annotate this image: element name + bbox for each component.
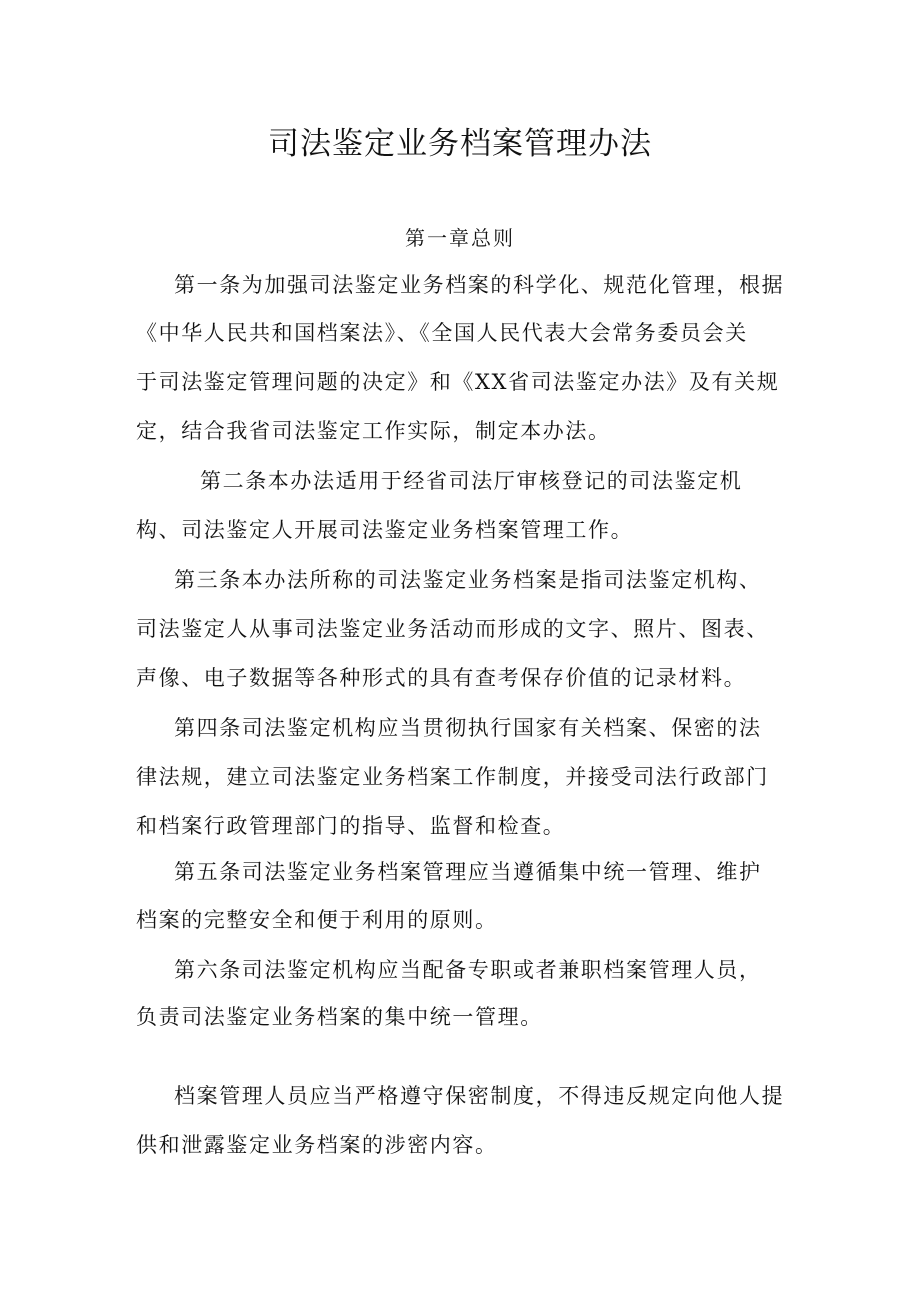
staff-line-2: 供和泄露鉴定业务档案的涉密内容。 bbox=[136, 1133, 498, 1157]
article-4-line-1: 第四条司法鉴定机构应当贯彻执行国家有关档案、保密的法 bbox=[174, 716, 762, 740]
staff-line-1: 档案管理人员应当严格遵守保密制度，不得违反规定向他人提 bbox=[174, 1084, 785, 1108]
article-4-line-3: 和档案行政管理部门的指导、监督和检查。 bbox=[136, 814, 566, 838]
article-1-line-2: 《中华人民共和国档案法》、《全国人民代表大会常务委员会关 bbox=[136, 321, 748, 345]
article-3-line-3: 声像、电子数据等各种形式的具有查考保存价值的记录材料。 bbox=[136, 666, 747, 690]
article-5-line-2: 档案的完整安全和便于利用的原则。 bbox=[136, 908, 498, 932]
article-4-line-2: 律法规，建立司法鉴定业务档案工作制度，并接受司法行政部门 bbox=[136, 765, 769, 789]
document-title: 司法鉴定业务档案管理办法 bbox=[268, 126, 652, 162]
article-1-line-1: 第一条为加强司法鉴定业务档案的科学化、规范化管理，根据 bbox=[174, 273, 785, 297]
article-3-line-1: 第三条本办法所称的司法鉴定业务档案是指司法鉴定机构、 bbox=[174, 568, 762, 592]
article-2-line-1: 第二条本办法适用于经省司法厅审核登记的司法鉴定机 bbox=[200, 469, 743, 493]
article-6-line-1: 第六条司法鉴定机构应当配备专职或者兼职档案管理人员， bbox=[174, 958, 762, 982]
article-1-line-3: 于司法鉴定管理问题的决定》和《XX省司法鉴定办法》及有关规 bbox=[136, 370, 780, 394]
article-2-line-2: 构、司法鉴定人开展司法鉴定业务档案管理工作。 bbox=[136, 518, 634, 542]
chapter-heading: 第一章总则 bbox=[405, 226, 515, 250]
article-6-line-2: 负责司法鉴定业务档案的集中统一管理。 bbox=[136, 1005, 543, 1029]
article-3-line-2: 司法鉴定人从事司法鉴定业务活动而形成的文字、照片、图表、 bbox=[136, 617, 769, 641]
article-1-line-4: 定，结合我省司法鉴定工作实际，制定本办法。 bbox=[136, 419, 611, 443]
article-5-line-1: 第五条司法鉴定业务档案管理应当遵循集中统一管理、维护 bbox=[174, 860, 762, 884]
